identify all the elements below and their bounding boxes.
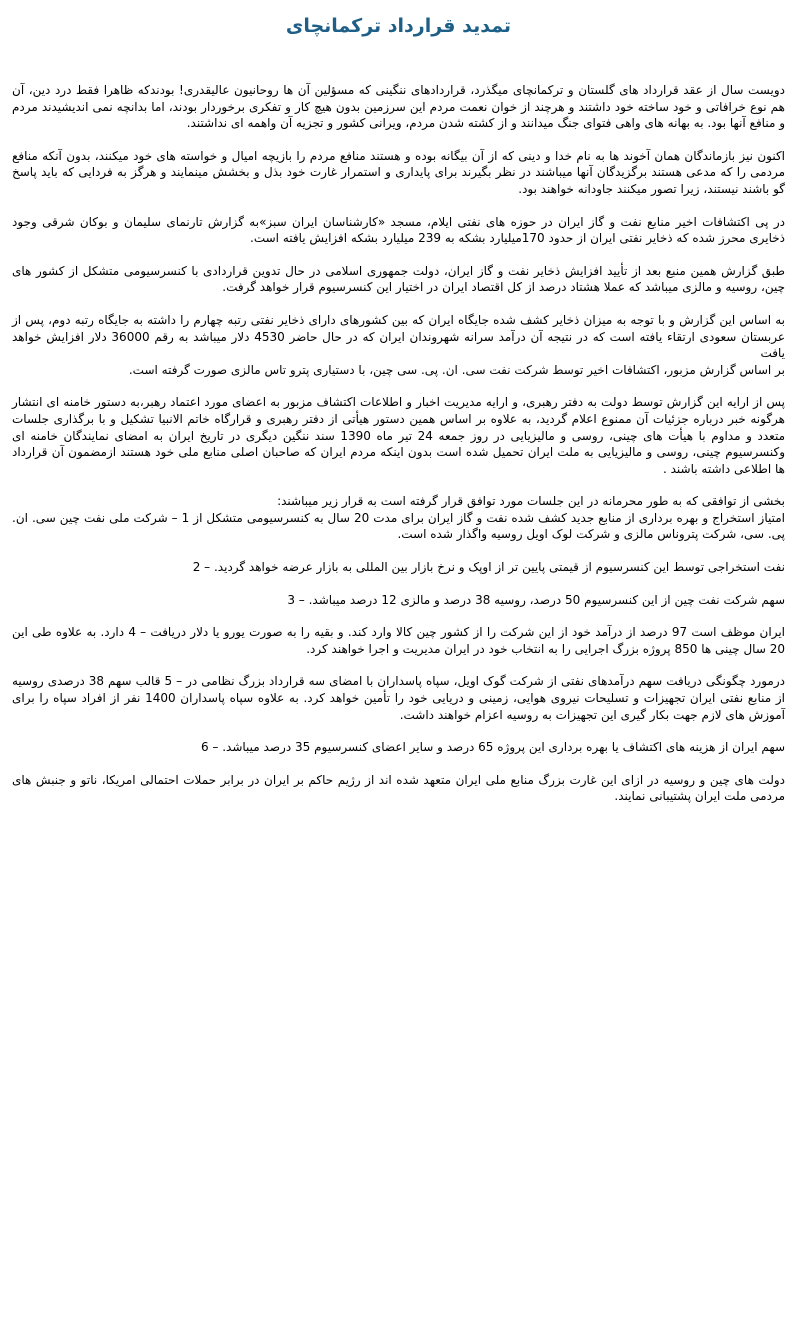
- paragraph-discoveries: در پی اکتشافات اخیر منابع نفت و گاز ایران در حوزه های نفتی ایلام، مسجد «کارشناسان ایران سبز»به گزارش تارنمای سلیمان و بوکان شرقی وجود ذخایری محرز شده که ذخایر نفتی ایران از حدود 170میلیارد بشکه به 239 میلیارد بشکه افزایش یافته است.: [12, 214, 785, 246]
- paragraph-agreement-item-6: سهم ایران از هزینه های اکتشاف یا بهره برداری این پروژه 65 درصد و سایر اعضای کنسرسیوم 35 درصد میباشد. – 6: [200, 740, 785, 755]
- paragraph-agreement-item-5: درمورد چگونگی دریافت سهم درآمدهای نفتی از شرکت گوک اویل، سپاه پاسداران با امضای سه قرارداد بزرگ نظامی در – 5 قالب سهم 38 درصدی روسیه از منابع نفتی ایران تجهیزات و تسلیحات نیروی هوایی، زمینی و دریایی خود را تأمین خواهد کرد. به علاوه سپاه پاسداران 1400 نفر از افراد سپاه را برای آموزش های لازم جهت بکار گیری این تجهیزات به روسیه اعزام خواهند داشت.: [12, 674, 785, 722]
- paragraph-agreement-item-1: بخشی از توافقی که به طور محرمانه در این جلسات مورد توافق قرار گرفته است به قرار زیر میباشند: امتیاز استخراج و بهره برداری از منابع جدید کشف شده نفت و گاز ایران برای مدت 20 سال به کنسرسیومی متشکل از 1 – شرکت ملی نفت چین سی. ان. پی. سی، شرکت پتروناس مالزی و شرکت لوک اویل روسیه واگذار شده است.: [12, 494, 785, 542]
- paragraph-consortium: طبق گزارش همین منبع بعد از تأیید افزایش ذخایر نفت و گاز ایران، دولت جمهوری اسلامی در حال تدوین قراردادی با کنسرسیومی متشکل از کشور های چین، روسیه و مالزی میباشد که عملا هشتاد درصد از کل اقتصاد ایران در اختیار این کنسرسیوم قرار خواهد گرفت.: [12, 263, 785, 295]
- page-title: تمدید قرارداد ترکمانچای: [285, 15, 512, 37]
- article-body: [12, 82, 785, 805]
- paragraph-conclusion: دولت های چین و روسیه در ازای این غارت بزرگ منابع ملی ایران متعهد شده اند از رژیم حاکم بر ایران در برابر حملات احتمالی امریکا، ناتو و جنبش های مردمی ملت ایران پشتیبانی نمایند.: [12, 772, 785, 804]
- paragraph-agreement-item-4: ایران موظف است 97 درصد از درآمد خود از این شرکت را از کشور چین کالا وارد کند. و بقیه را به صورت یورو یا دلار دریافت – 4 دارد. به علاوه طی این 20 سال چینی ها 850 پروژه بزرگ اجرایی را به انتخاب خود در ایران مدیریت و اجرا خواهند کرد.: [12, 625, 786, 656]
- paragraph-agreement-item-2: نفت استخراجی توسط این کنسرسیوم از قیمتی پایین تر از اوپک و نرخ بازار بین المللی به بازار عرضه خواهد گردید. – 2: [192, 560, 785, 575]
- paragraph-ranking: به اساس این گزارش و با توجه به میزان ذخایر کشف شده جایگاه ایران که بین کشورهای دارای ذخایر نفتی رتبه چهارم را داشته به جایگاه رتبه دوم، پس از عربستان سعودی ارتقاء یافته است که در نتیجه آن درآمد سرانه شهروندان ایران که در حال حاضر 4530 دلار میباشد به رقم 36000 دلار افزایش خواهد یافت بر اساس گزارش مزبور، اکتشافات اخیر توسط شرکت نفت سی. ان. پی. سی چین، با دستیاری پترو تاس مالزی صورت گرفته است.: [12, 312, 786, 377]
- paragraph-agreement-item-3: سهم شرکت نفت چین از این کنسرسیوم 50 درصد، روسیه 38 درصد و مالزی 12 درصد میباشد. – 3: [287, 592, 785, 607]
- paragraph-intro: دویست سال از عقد قرارداد های گلستان و ترکمانچای میگذرد، قراردادهای ننگینی که مسؤلین آن ها روحانیون عالیقدری! بودندکه ظاهرا فقط درد دین، آن هم نوع خرافاتی و خود ساخته خود داشتند و هرچند از خوان نعمت مردم این سرزمین بدون هیچ کار و تفکری برخوردار بودند، اما بدانچه نمی اندیشیدند مردم و منافع آنها بود. به بهانه های واهی فتوای جنگ میدانند و از کشته شدن مردم، ویرانی کشور و تجزیه آن واهمه ای نداشتند.: [12, 83, 785, 131]
- article: [12, 0, 785, 805]
- paragraph-successors: اکنون نیز بازماندگان همان آخوند ها به نام خدا و دینی که از آن بیگانه بوده و هستند منافع مردم را بازیچه امیال و خواسته های خود میکنند، بدون آنکه منافع مردمی را که مدعی هستند برگزیدگان آنها میباشند در نظر بگیرند برای پایداری و استمرار غارت خود بذل و بخشش مینمایند و هرگز به فردایی که باید پاسخ گو باشند نیستند، زیرا تصور میکنند جاودانه خواهند بود.: [12, 148, 785, 196]
- paragraph-report: پس از ارایه این گزارش توسط دولت به دفتر رهبری، و ارایه مدیریت اخبار و اطلاعات اکتشاف مزبور به اعضای مورد اعتماد رهبر،به دستور خامنه ای انتشار هرگونه خبر درباره جزئیات آن ممنوع اعلام گردید، به علاوه بر اساس همین دستور هیأتی از دفتر رهبری و قرارگاه خاتم الانبیا تشکیل و با برگذاری جلسات متعدد و مداوم با هیأت های چینی، روسی و مالیزیایی در روز جمعه 24 تیر ماه 1390 سند ننگین دیگری در تاریخ ایران به امضای نمایندگان خامنه ای وکنسرسیوم چینی، روسی و مالیزیایی به ملت ایران تحمیل شده است بدون اینکه مردم ایران که صاحبان اصلی منابع ملی خود هستند ازمضمون آن قرارداد ها اطلاعی داشته باشند .: [12, 395, 785, 476]
